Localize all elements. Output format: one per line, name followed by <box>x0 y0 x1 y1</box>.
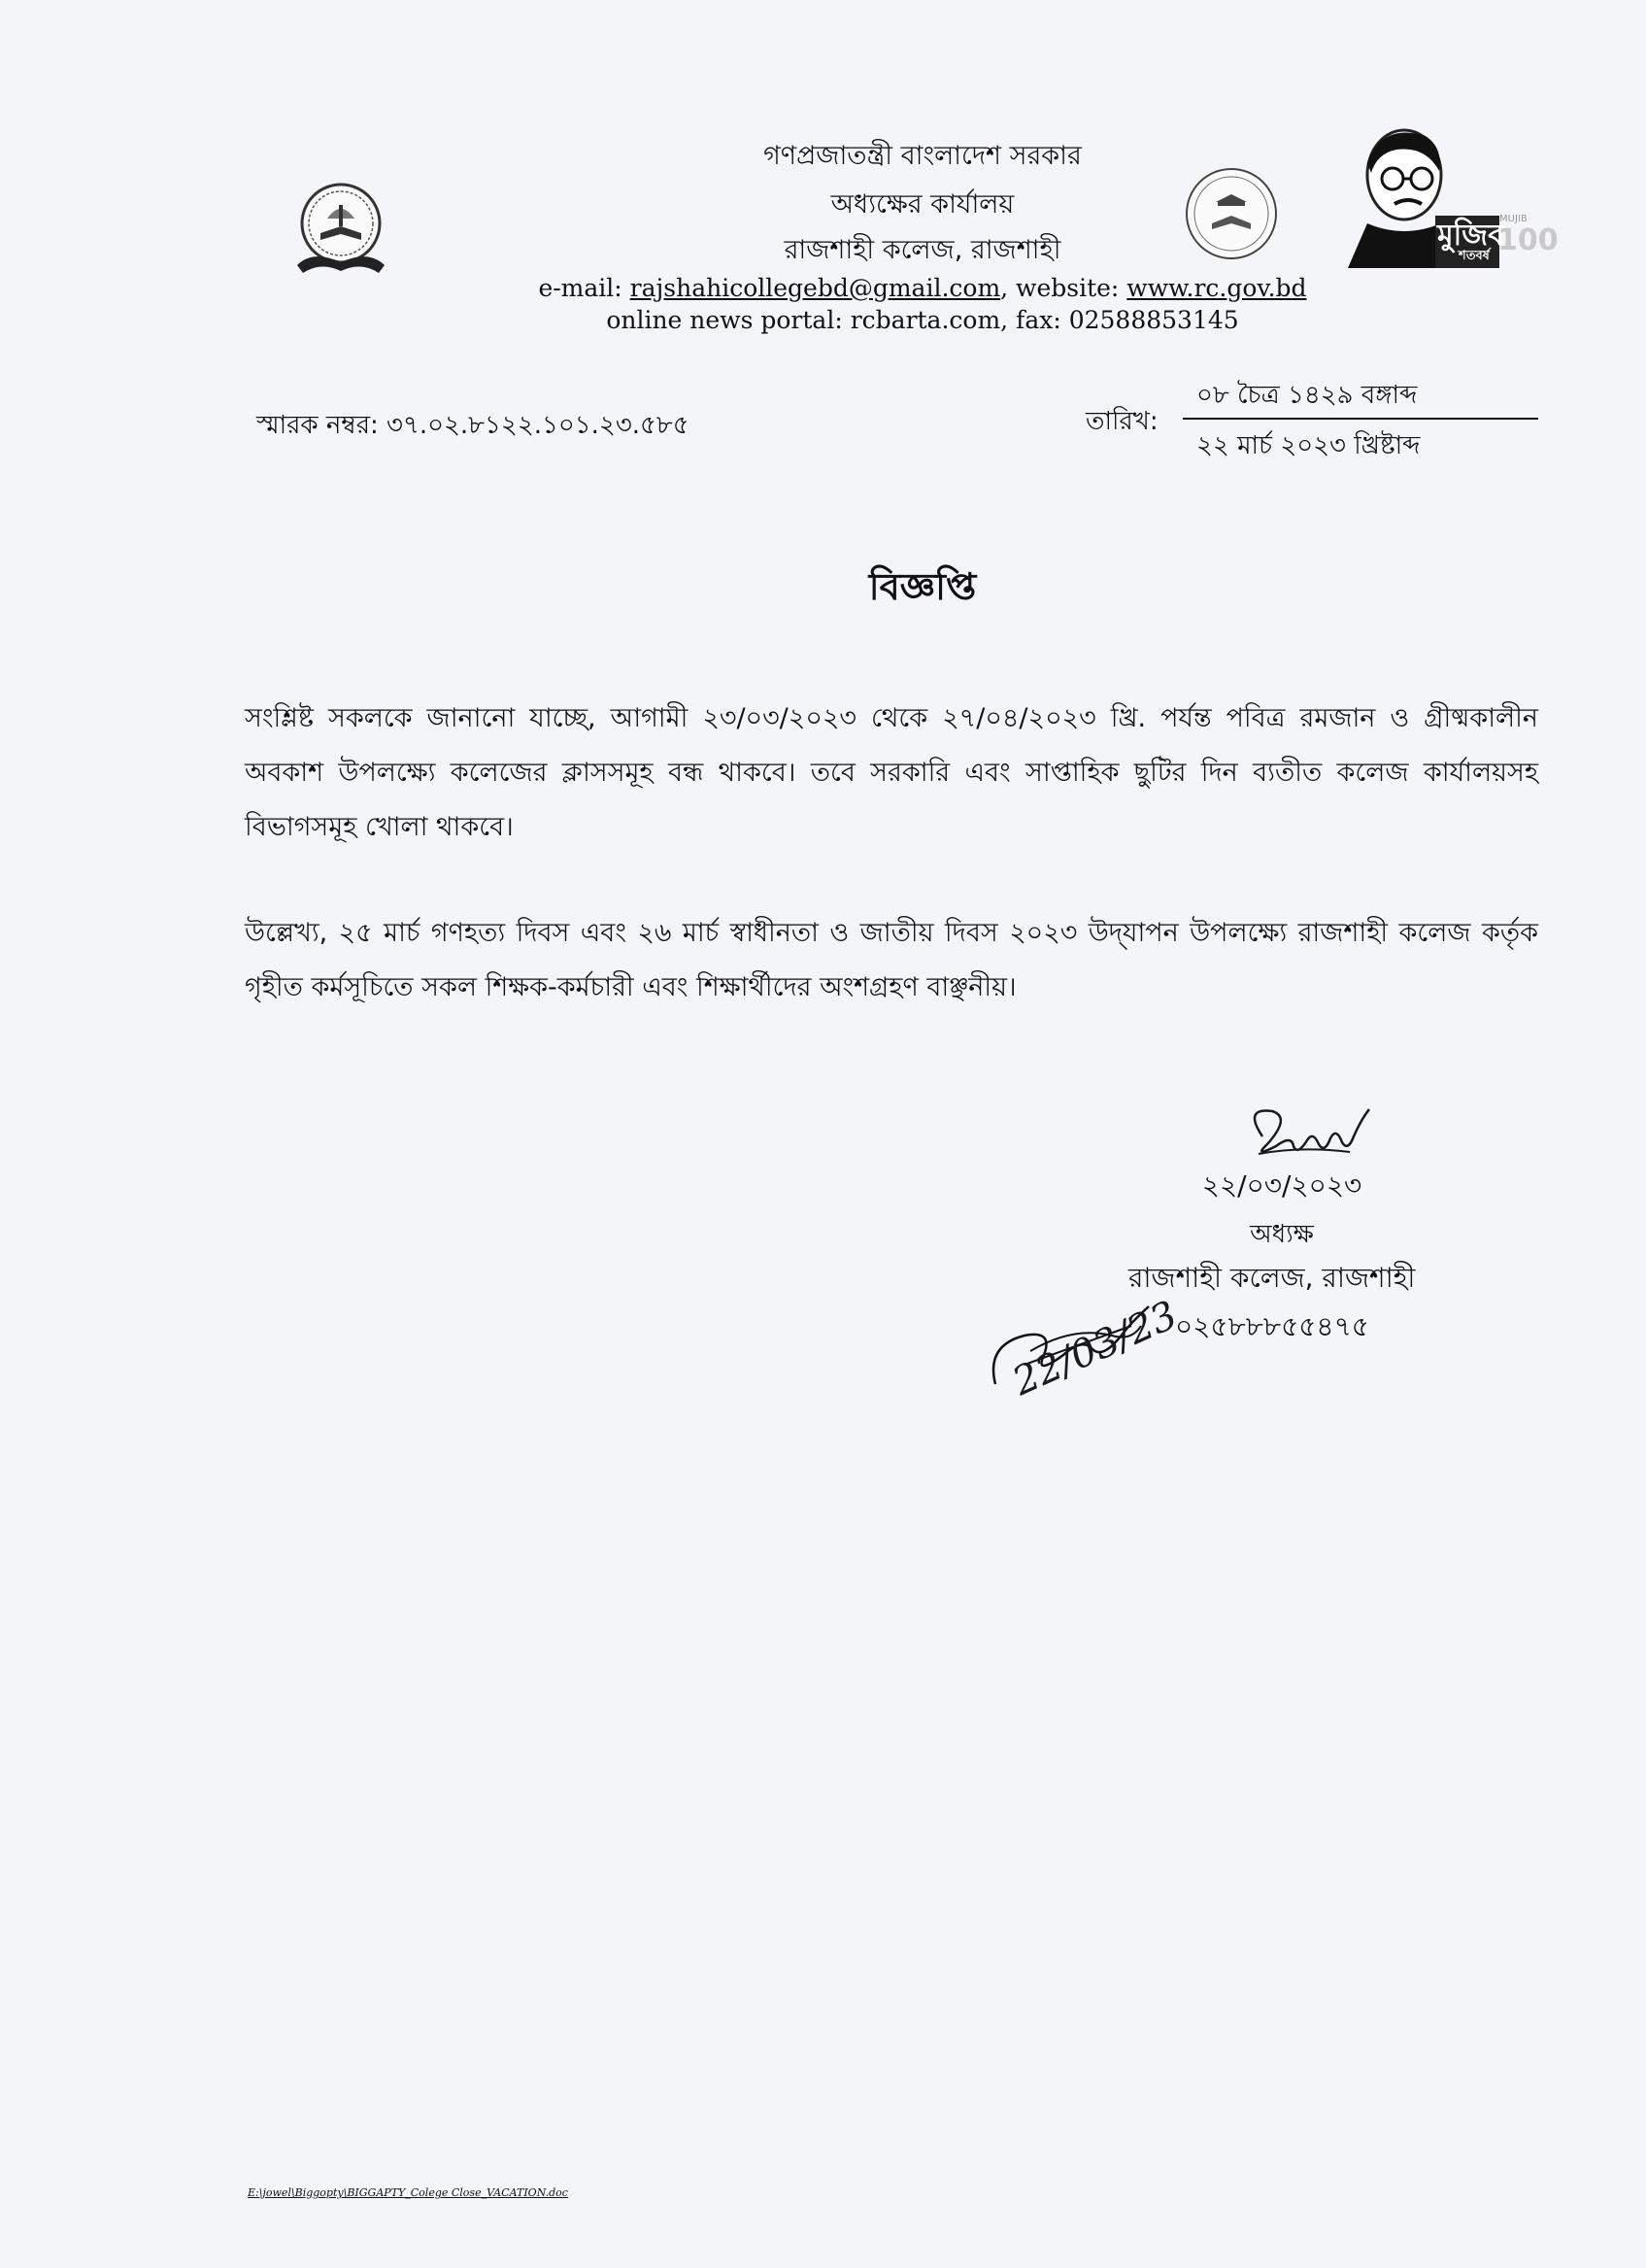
principal-signature <box>1233 1098 1379 1170</box>
mujib-en-logo-text: MUJIB <box>1499 214 1528 224</box>
handwritten-date: 22/03/23 <box>1006 1292 1185 1405</box>
signature-date: ২২/০৩/২০২৩ <box>1201 1169 1362 1202</box>
signature-institution: রাজশাহী কলেজ, রাজশাহী <box>1128 1262 1416 1294</box>
contact-line-2 <box>427 304 1418 337</box>
notice-paragraph-1: সংশ্লিষ্ট সকলকে জানানো যাচ্ছে, আগামী ২৩/০৩/২০২৩ থেকে ২৭/০৪/২০২৩ খ্রি. পর্যন্ত পবিত্র রমজান ও গ্রীষ্মকালীন অবকাশ উপলক্ষ্যে কলেজের ক্লাসসমূহ বন্ধ থাকবে। তবে সরকারি এবং সাপ্তাহিক ছুটির দিন ব্যতীত কলেজ কার্যালয়সহ বিভাগসমূহ খোলা থাকবে। <box>245 703 1538 842</box>
news-portal-label: online news portal: <box>606 306 851 334</box>
memo-value: ৩৭.০২.৮১২২.১০১.২৩.৫৮৫ <box>386 411 689 440</box>
date-label: তারিখ: <box>1086 407 1159 436</box>
notice-title: বিজ্ঞপ্তি <box>868 565 977 608</box>
date-bangla: ০৮ চৈত্র ১৪২৯ বঙ্গাব্দ <box>1196 381 1418 410</box>
mujib-logo-text: মুজিব <box>1437 219 1504 253</box>
office-name: অধ্যক্ষের কার্যালয় <box>830 189 1015 220</box>
email-link[interactable]: rajshahicollegebd@gmail.com <box>629 274 1001 302</box>
govt-name: গণপ্রজাতন্ত্রী বাংলাদেশ সরকার <box>763 141 1082 171</box>
college-seal <box>1183 165 1280 262</box>
college-emblem-left <box>284 180 398 285</box>
website-link[interactable]: www.rc.gov.bd <box>1126 274 1307 302</box>
fax-number: 02588853145 <box>1068 306 1239 334</box>
fax-label: , fax: <box>1000 306 1069 334</box>
mujib-100-logo <box>1328 115 1559 270</box>
contact-line-1 <box>427 272 1418 305</box>
file-path: E:\jowel\Biggopty\BIGGAPTY_Colege Close_VACATION.doc <box>248 2186 568 2199</box>
signature-phone: ০২৫৮৮৮৫৫৪৭৫ <box>1175 1310 1369 1342</box>
news-portal: rcbarta.com <box>850 306 1001 334</box>
email-label: e-mail: <box>538 274 630 302</box>
notice-paragraph-2: উল্লেখ্য, ২৫ মার্চ গণহত্য দিবস এবং ২৬ মার্চ স্বাধীনতা ও জাতীয় দিবস ২০২৩ উদ্‌যাপন উপলক্ষ্যে রাজশাহী কলেজ কর্তৃক গৃহীত কর্মসূচিতে সকল শিক্ষক-কর্মচারী এবং শিক্ষার্থীদের অংশগ্রহণ বাঞ্ছনীয়। <box>245 918 1538 1002</box>
shatabarsha-logo-text: শতবর্ষ <box>1459 249 1490 263</box>
website-label: , website: <box>1000 274 1127 302</box>
date-gregorian: ২২ মার্চ ২০২৩ খ্রিষ্টাব্দ <box>1196 431 1421 460</box>
college-name: রাজশাহী কলেজ, রাজশাহী <box>784 235 1061 265</box>
logo-100-text: 100 <box>1497 223 1559 257</box>
signature-designation: অধ্যক্ষ <box>1250 1220 1314 1249</box>
date-divider <box>1183 418 1538 420</box>
memo-number <box>256 405 689 448</box>
memo-label: স্মারক নম্বর: <box>256 411 387 440</box>
